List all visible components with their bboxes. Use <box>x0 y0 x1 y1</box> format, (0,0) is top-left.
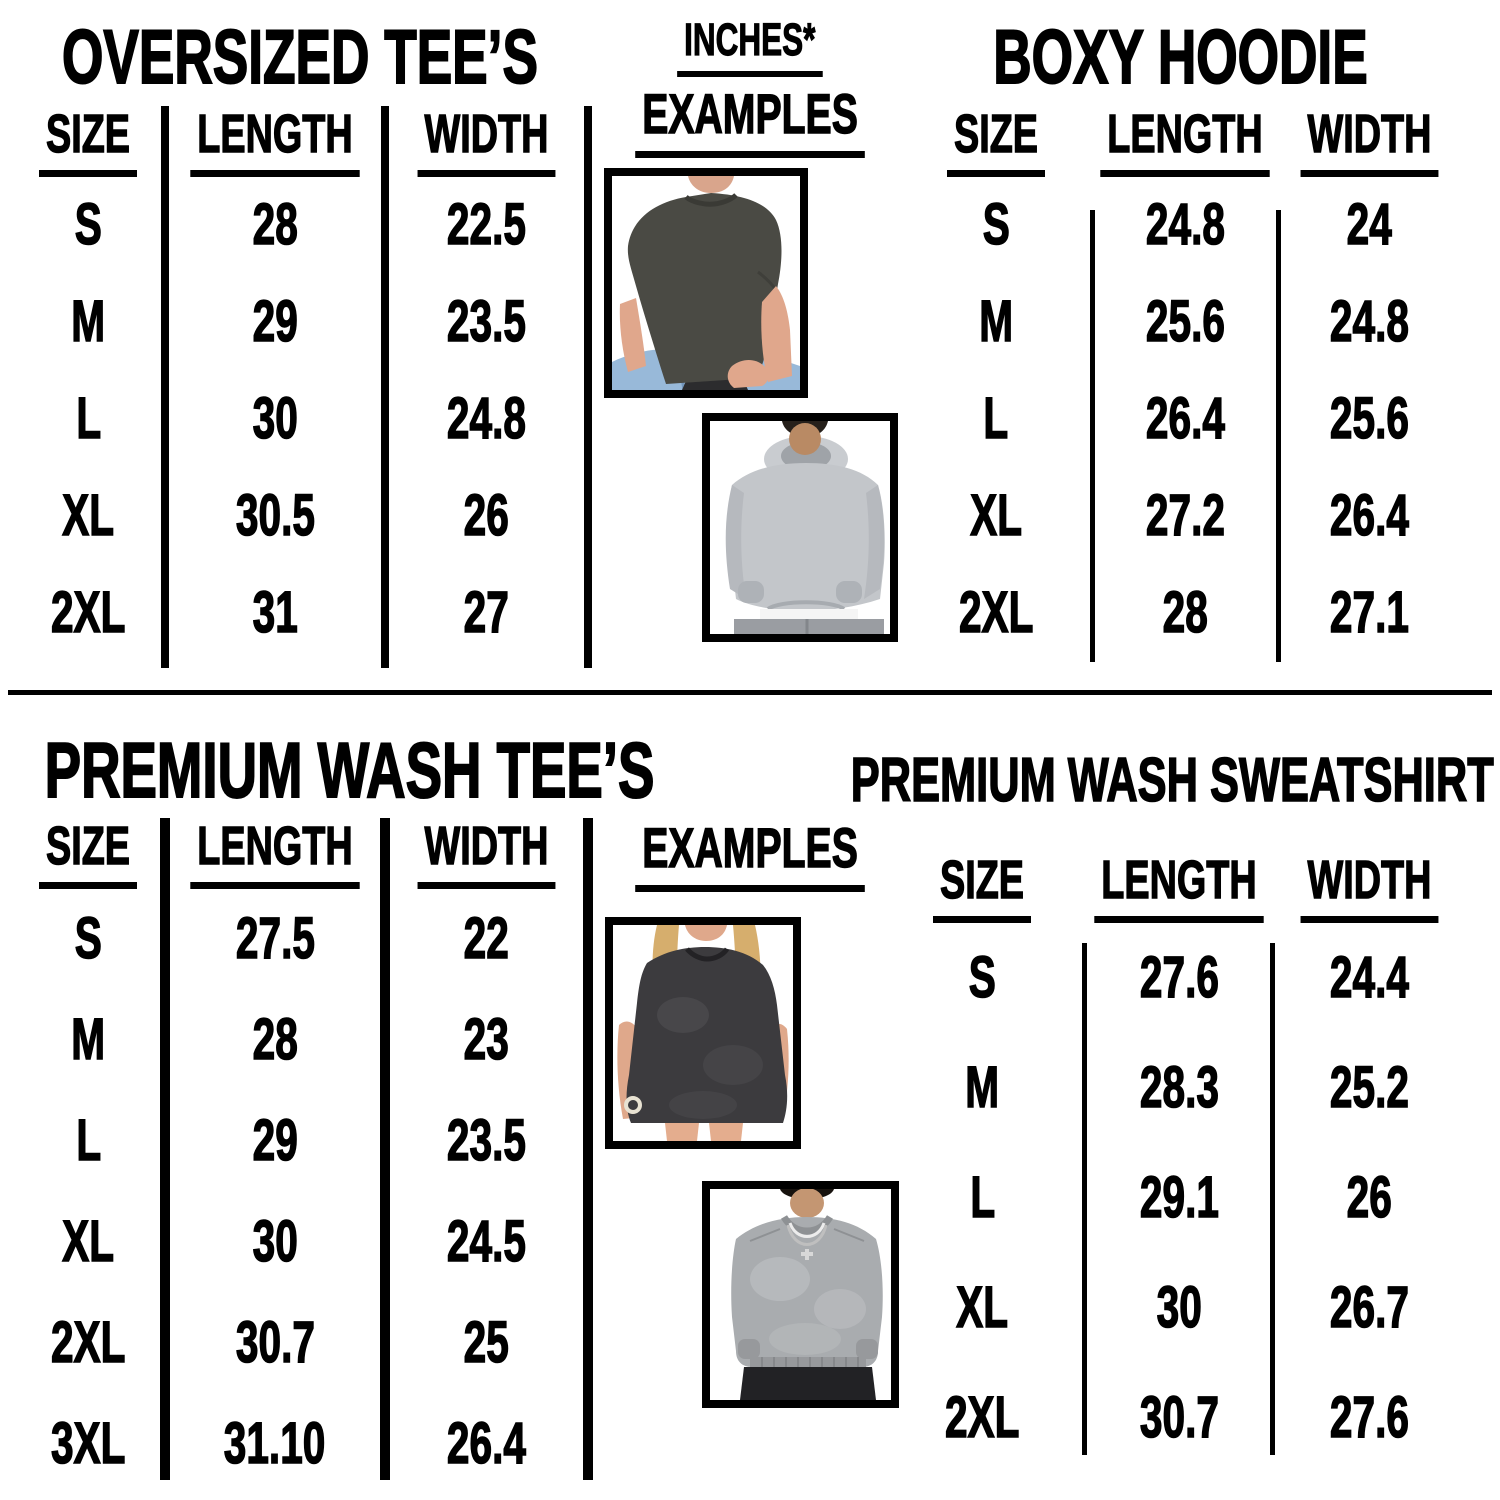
length-value: 25.6 <box>1145 288 1225 354</box>
column-header-length: LENGTH <box>165 818 385 888</box>
width-value: 25.2 <box>1329 1055 1409 1120</box>
width-value: 27.1 <box>1329 579 1409 645</box>
size-label: L <box>970 1165 995 1230</box>
width-value: 25 <box>463 1309 510 1375</box>
size-label: S <box>982 191 1010 257</box>
size-label: XL <box>62 482 115 548</box>
examples-heading-top <box>600 82 900 154</box>
length-value: 30.5 <box>235 482 315 548</box>
size-label: M <box>979 288 1013 354</box>
premium-wash-sweatshirt-title-block <box>851 746 1494 815</box>
column-header-size: SIZE <box>900 106 1092 176</box>
size-label: 2XL <box>51 579 126 645</box>
unit-note-block <box>600 16 900 76</box>
boxy-hoodie-title-block <box>900 15 1460 100</box>
column-divider <box>161 106 169 668</box>
column-header-width: WIDTH <box>385 106 588 176</box>
length-value: 30.7 <box>235 1309 315 1375</box>
length-value: 28 <box>252 191 298 257</box>
length-value: 30 <box>252 385 298 451</box>
length-value: 28 <box>252 1006 298 1072</box>
premium-wash-sweatshirt-illustration <box>710 1189 891 1400</box>
width-value: 24.8 <box>446 385 527 451</box>
length-value: 28 <box>1162 579 1208 645</box>
oversized-tees-table <box>12 106 588 668</box>
width-value: 24.4 <box>1329 945 1409 1010</box>
size-label: 2XL <box>945 1385 1020 1450</box>
boxy-hoodie-title: BOXY HOODIE <box>992 15 1368 100</box>
width-value: 24.5 <box>446 1208 527 1274</box>
column-header-size: SIZE <box>12 818 165 888</box>
oversized-tee-illustration <box>612 176 800 390</box>
oversized-tees-title-block <box>12 15 588 100</box>
width-value: 26 <box>1346 1165 1392 1230</box>
size-label: 2XL <box>51 1309 126 1375</box>
premium-wash-tees-title: PREMIUM WASH TEE’S <box>45 726 655 814</box>
column-header-width: WIDTH <box>1278 106 1460 176</box>
column-header-length: LENGTH <box>1092 106 1278 176</box>
length-value: 27.2 <box>1145 482 1225 548</box>
size-label: XL <box>956 1275 1009 1340</box>
length-value: 29 <box>252 1107 298 1173</box>
column-divider <box>583 818 593 1480</box>
boxy-hoodie-table <box>900 106 1460 668</box>
width-value: 26.4 <box>446 1410 527 1476</box>
size-label: 3XL <box>51 1410 126 1476</box>
length-value: 30.7 <box>1139 1385 1219 1450</box>
size-label: L <box>983 385 1009 451</box>
length-value: 30 <box>252 1208 298 1274</box>
size-label: L <box>76 1107 101 1173</box>
premium-wash-sweatshirt-title: PREMIUM WASH SWEATSHIRT <box>851 746 1494 815</box>
length-value: 27.5 <box>235 905 315 971</box>
width-value: 23.5 <box>446 288 527 354</box>
size-label: M <box>71 288 106 354</box>
size-label: M <box>965 1055 1000 1120</box>
boxy-hoodie-model-photo <box>702 413 898 642</box>
boxy-hoodie-illustration <box>710 421 890 634</box>
examples-label: EXAMPLES <box>635 818 865 892</box>
width-value: 23 <box>463 1006 510 1072</box>
width-value: 26 <box>463 482 510 548</box>
size-label: 2XL <box>958 579 1034 645</box>
column-divider <box>1276 210 1281 662</box>
size-label: L <box>76 385 101 451</box>
column-divider <box>160 818 170 1480</box>
examples-heading-bottom <box>600 816 900 888</box>
premium-wash-tee-model-photo <box>605 917 801 1149</box>
premium-wash-tees-table <box>12 818 588 1494</box>
width-value: 23.5 <box>446 1107 527 1173</box>
column-header-length: LENGTH <box>1085 851 1273 923</box>
length-value: 29.1 <box>1139 1165 1219 1230</box>
length-value: 27.6 <box>1139 945 1219 1010</box>
premium-wash-tees-title-block <box>20 726 680 814</box>
column-divider <box>381 106 389 668</box>
oversized-tees-title: OVERSIZED TEE’S <box>62 15 538 100</box>
width-value: 27 <box>463 579 510 645</box>
premium-wash-tee-illustration <box>613 925 793 1141</box>
width-value: 25.6 <box>1329 385 1409 451</box>
size-label: S <box>74 191 103 257</box>
column-header-width: WIDTH <box>1273 851 1465 923</box>
width-value: 24 <box>1346 191 1392 257</box>
length-value: 31 <box>252 579 298 645</box>
column-divider <box>1082 943 1087 1455</box>
oversized-tee-model-photo <box>604 168 808 398</box>
unit-note: INCHES* <box>677 15 822 77</box>
length-value: 31.10 <box>224 1410 326 1476</box>
width-value: 24.8 <box>1329 288 1409 354</box>
width-value: 26.4 <box>1329 482 1409 548</box>
column-header-length: LENGTH <box>165 106 385 176</box>
column-header-size: SIZE <box>880 851 1085 923</box>
column-header-size: SIZE <box>12 106 165 176</box>
width-value: 22.5 <box>446 191 527 257</box>
length-value: 28.3 <box>1139 1055 1219 1120</box>
width-value: 22 <box>463 905 510 971</box>
premium-wash-sweatshirt-table <box>880 851 1465 1473</box>
width-value: 27.6 <box>1329 1385 1409 1450</box>
column-divider <box>1090 210 1095 662</box>
section-divider <box>8 690 1492 695</box>
width-value: 26.7 <box>1329 1275 1409 1340</box>
size-label: S <box>968 945 997 1010</box>
size-label: XL <box>970 482 1022 548</box>
length-value: 29 <box>252 288 298 354</box>
length-value: 26.4 <box>1145 385 1225 451</box>
column-divider <box>584 106 592 668</box>
length-value: 30 <box>1156 1275 1202 1340</box>
size-label: S <box>74 905 103 971</box>
size-label: M <box>71 1006 106 1072</box>
column-divider <box>380 818 390 1480</box>
length-value: 24.8 <box>1145 191 1225 257</box>
premium-wash-sweatshirt-model-photo <box>702 1181 899 1408</box>
size-label: XL <box>62 1208 115 1274</box>
column-header-width: WIDTH <box>385 818 588 888</box>
column-divider <box>1270 943 1275 1455</box>
examples-label: EXAMPLES <box>635 84 865 158</box>
